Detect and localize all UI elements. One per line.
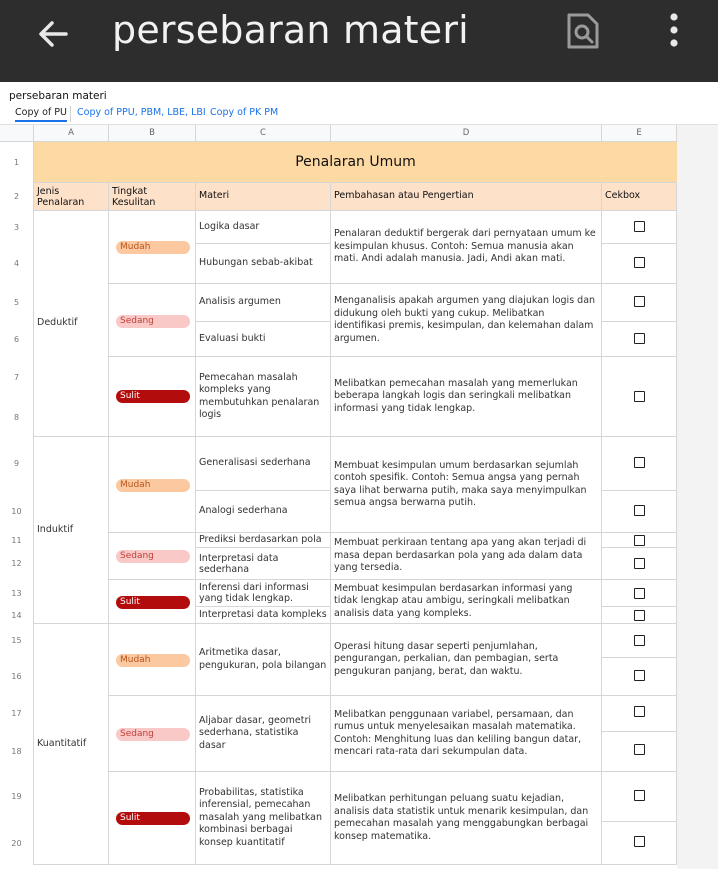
- column-header-e[interactable]: E: [602, 125, 677, 142]
- cekbox-cell: [602, 284, 677, 322]
- difficulty-chip-sedang[interactable]: Sedang: [116, 728, 190, 741]
- cekbox-cell: [602, 211, 677, 244]
- arrow-back-icon[interactable]: [34, 14, 74, 54]
- checkbox[interactable]: [634, 505, 645, 516]
- checkbox[interactable]: [634, 391, 645, 402]
- pembahasan-cell[interactable]: Penalaran deduktif bergerak dari pernyataan umum ke kesimpulan khusus. Contoh: Semua manusia akan mati. Andi adalah manusia. Jadi, Andi akan mati.: [331, 211, 602, 284]
- difficulty-chip-sulit[interactable]: Sulit: [116, 596, 190, 609]
- row-header-13[interactable]: 13: [0, 580, 34, 607]
- header-materi[interactable]: Materi: [196, 183, 331, 211]
- pembahasan-cell[interactable]: Melibatkan pemecahan masalah yang memerlukan beberapa langkah logis dan seringkali melibatkan informasi yang tidak lengkap.: [331, 357, 602, 437]
- row-header-14[interactable]: 14: [0, 607, 34, 624]
- corner-cell[interactable]: [0, 125, 34, 142]
- cekbox-cell: [602, 624, 677, 658]
- materi-cell[interactable]: Generalisasi sederhana: [196, 437, 331, 491]
- materi-cell[interactable]: Analogi sederhana: [196, 491, 331, 533]
- materi-cell[interactable]: Analisis argumen: [196, 284, 331, 322]
- materi-cell[interactable]: Hubungan sebab-akibat: [196, 244, 331, 284]
- difficulty-chip-sulit[interactable]: Sulit: [116, 390, 190, 403]
- column-header-a[interactable]: A: [34, 125, 109, 142]
- cekbox-cell: [602, 357, 677, 437]
- sheet-tab-bar: [0, 104, 718, 125]
- checkbox[interactable]: [634, 790, 645, 801]
- row-header-2[interactable]: 2: [0, 183, 34, 211]
- row-header-18[interactable]: 18: [0, 732, 34, 772]
- difficulty-chip-mudah[interactable]: Mudah: [116, 479, 190, 492]
- materi-cell[interactable]: Inferensi dari informasi yang tidak lengkap.: [196, 580, 331, 607]
- row-header-10[interactable]: 10: [0, 491, 34, 533]
- difficulty-chip-sedang[interactable]: Sedang: [116, 315, 190, 328]
- row-header-5[interactable]: 5: [0, 284, 34, 322]
- column-header-d[interactable]: D: [331, 125, 602, 142]
- cekbox-cell: [602, 822, 677, 865]
- pembahasan-cell[interactable]: Membuat perkiraan tentang apa yang akan terjadi di masa depan berdasarkan pola yang ada dalam data yang tersedia.: [331, 533, 602, 580]
- cekbox-cell: [602, 696, 677, 732]
- cekbox-cell: [602, 772, 677, 822]
- row-header-20[interactable]: 20: [0, 822, 34, 865]
- row-header-4[interactable]: 4: [0, 244, 34, 284]
- row-header-16[interactable]: 16: [0, 658, 34, 696]
- row-header-19[interactable]: 19: [0, 772, 34, 822]
- row-header-7[interactable]: 7: [0, 357, 34, 399]
- difficulty-chip-mudah[interactable]: Mudah: [116, 241, 190, 254]
- header-tingkat-kesulitan[interactable]: Tingkat Kesulitan: [109, 183, 196, 211]
- checkbox[interactable]: [634, 457, 645, 468]
- checkbox[interactable]: [634, 706, 645, 717]
- tab-copy-of-ppu[interactable]: Copy of PPU, PBM, LBE, LBI: [77, 107, 206, 118]
- tab-copy-of-pu[interactable]: Copy of PU: [15, 107, 67, 122]
- materi-cell[interactable]: Pemecahan masalah kompleks yang membutuhkan penalaran logis: [196, 357, 331, 437]
- materi-cell[interactable]: Interpretasi data kompleks: [196, 607, 331, 624]
- row-header-8[interactable]: 8: [0, 399, 34, 437]
- cekbox-cell: [602, 580, 677, 607]
- pembahasan-cell[interactable]: Membuat kesimpulan umum berdasarkan sejumlah contoh spesifik. Contoh: Semua angsa yang pernah saya lihat berwarna putih, maka saya menyimpulkan semua angsa berwarna putih.: [331, 437, 602, 533]
- pembahasan-cell[interactable]: Membuat kesimpulan berdasarkan informasi yang tidak lengkap atau ambigu, seringkali melibatkan analisis data yang kompleks.: [331, 580, 602, 624]
- row-header-11[interactable]: 11: [0, 533, 34, 548]
- group-induktif[interactable]: Induktif: [34, 437, 109, 624]
- pembahasan-cell[interactable]: Melibatkan perhitungan peluang suatu kejadian, analisis data statistik untuk menarik kesimpulan, dan pemecahan masalah yang menggabungkan berbagai konsep matematika.: [331, 772, 602, 865]
- materi-cell[interactable]: Prediksi berdasarkan pola: [196, 533, 331, 548]
- difficulty-chip-sedang[interactable]: Sedang: [116, 550, 190, 563]
- pembahasan-cell[interactable]: Menganalisis apakah argumen yang diajukan logis dan didukung oleh bukti yang cukup. Melibatkan identifikasi premis, kesimpulan, dan kelemahan dalam argumen.: [331, 284, 602, 357]
- checkbox[interactable]: [634, 588, 645, 599]
- document-name: persebaran materi: [9, 90, 107, 102]
- materi-cell[interactable]: Aritmetika dasar, pengukuran, pola bilangan: [196, 624, 331, 696]
- checkbox[interactable]: [634, 257, 645, 268]
- cekbox-cell: [602, 548, 677, 580]
- row-header-6[interactable]: 6: [0, 322, 34, 357]
- row-header-12[interactable]: 12: [0, 548, 34, 580]
- checkbox[interactable]: [634, 635, 645, 646]
- row-header-1[interactable]: 1: [0, 142, 34, 183]
- cekbox-cell: [602, 533, 677, 548]
- row-header-17[interactable]: 17: [0, 696, 34, 732]
- header-cekbox[interactable]: Cekbox: [602, 183, 677, 211]
- sheet-margin: [677, 125, 718, 869]
- row-header-3[interactable]: 3: [0, 211, 34, 244]
- checkbox[interactable]: [634, 558, 645, 569]
- sheet-title-cell[interactable]: Penalaran Umum: [34, 142, 677, 183]
- difficulty-chip-mudah[interactable]: Mudah: [116, 654, 190, 667]
- group-deduktif[interactable]: Deduktif: [34, 211, 109, 437]
- row-header-9[interactable]: 9: [0, 437, 34, 491]
- column-header-c[interactable]: C: [196, 125, 331, 142]
- cekbox-cell: [602, 607, 677, 624]
- row-header-15[interactable]: 15: [0, 624, 34, 658]
- checkbox[interactable]: [634, 333, 645, 344]
- column-header-b[interactable]: B: [109, 125, 196, 142]
- materi-cell[interactable]: Logika dasar: [196, 211, 331, 244]
- materi-cell[interactable]: Evaluasi bukti: [196, 322, 331, 357]
- checkbox[interactable]: [634, 221, 645, 232]
- materi-cell[interactable]: Probabilitas, statistika inferensial, pemecahan masalah yang melibatkan kombinasi berbagai konsep kuantitatif: [196, 772, 331, 865]
- more-vert-icon[interactable]: [664, 12, 684, 52]
- checkbox[interactable]: [634, 836, 645, 847]
- pembahasan-cell[interactable]: Melibatkan penggunaan variabel, persamaan, dan rumus untuk menyelesaikan masalah matematika. Contoh: Menghitung luas dan keliling bangun datar, mencari rata-rata dari sekumpulan data.: [331, 696, 602, 772]
- difficulty-chip-sulit[interactable]: Sulit: [116, 812, 190, 825]
- header-jenis-penalaran[interactable]: Jenis Penalaran: [34, 183, 109, 211]
- checkbox[interactable]: [634, 610, 645, 621]
- header-pembahasan[interactable]: Pembahasan atau Pengertian: [331, 183, 602, 211]
- cekbox-cell: [602, 732, 677, 772]
- tab-divider: [70, 106, 71, 122]
- app-bar: [0, 0, 718, 82]
- tab-copy-of-pk-pm[interactable]: Copy of PK PM: [210, 107, 279, 118]
- group-kuantitatif[interactable]: Kuantitatif: [34, 624, 109, 865]
- checkbox[interactable]: [634, 535, 645, 546]
- cekbox-cell: [602, 491, 677, 533]
- checkbox[interactable]: [634, 744, 645, 755]
- app-title: persebaran materi: [112, 8, 469, 52]
- cekbox-cell: [602, 244, 677, 284]
- cekbox-cell: [602, 658, 677, 696]
- cekbox-cell: [602, 437, 677, 491]
- checkbox[interactable]: [634, 670, 645, 681]
- find-in-page-icon[interactable]: [566, 12, 600, 50]
- cekbox-cell: [602, 322, 677, 357]
- materi-cell[interactable]: Aljabar dasar, geometri sederhana, statistika dasar: [196, 696, 331, 772]
- checkbox[interactable]: [634, 296, 645, 307]
- pembahasan-cell[interactable]: Operasi hitung dasar seperti penjumlahan, pengurangan, perkalian, dan pembagian, serta pengukuran panjang, berat, dan waktu.: [331, 624, 602, 696]
- materi-cell[interactable]: Interpretasi data sederhana: [196, 548, 331, 580]
